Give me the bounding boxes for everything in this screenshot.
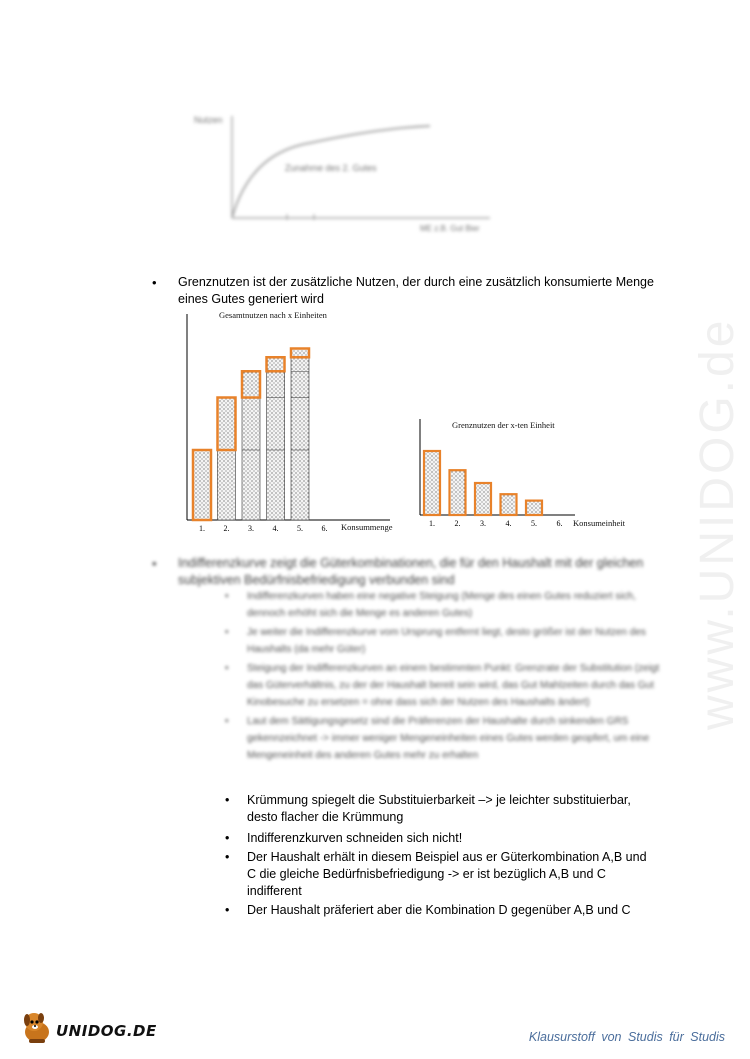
list-item <box>223 902 693 919</box>
x-tick-label: 6. <box>321 524 328 533</box>
list-item-text: Laut dem Sättigungsgesetz sind die Präferenzen der Haushalte durch sinkenden GRS gekennzeichnet -> immer weniger Mengeneinheiten eines Gutes werden geopfert, um eine Mengeneinheit des anderen Gutes mehr zu erhalten <box>247 716 650 761</box>
top-chart-curve-label: Zunahme des 2. Gutes <box>285 163 377 173</box>
x-tick-label: 3. <box>248 524 254 533</box>
list-item-text: C die gleiche Bedürfnisbefriedigung -> er ist bezüglich A,B und C <box>247 867 606 881</box>
total-utility-xlabel: Konsummenge <box>341 522 393 532</box>
marginal-utility-title: Grenznutzen der x-ten Einheit <box>452 420 555 430</box>
marginal-utility-bar <box>450 470 466 515</box>
bullet-2-line-1: Indifferenzkurve zeigt die Güterkombinationen, die für den Haushalt mit der gleichen <box>178 556 644 570</box>
bullet-2-line-2: subjektiven Bedürfnisbefriedigung verbunden sind <box>178 573 455 587</box>
top-utility-chart <box>190 108 510 243</box>
bullet-dot: • <box>152 275 157 290</box>
total-utility-bar <box>218 398 236 521</box>
blurred-sub-bullets <box>223 588 663 764</box>
list-item-text: Steigung der Indifferenzkurven an einem bestimmten Punkt: Grenzrate der Substitution (zeigt das Güterverhältnis, zu der der Haushalt bereit sein wird, das Gut Mahlzeiten durch das Gut Kinobesuche zu ersetzen = ohne dass sich der Nutzen des Haushalts ändert) <box>247 663 660 708</box>
clear-sub-bullets <box>223 792 693 919</box>
list-item-text: desto flacher die Krümmung <box>247 810 404 824</box>
bullet-dot: • <box>225 850 230 864</box>
logo-text: UNIDOG.DE <box>56 1022 157 1040</box>
marginal-utility-bar <box>475 483 491 515</box>
marginal-utility-xlabel: Konsumeinheit <box>573 518 625 528</box>
x-tick-label: 3. <box>480 519 486 528</box>
list-item-text: indifferent <box>247 884 302 898</box>
top-chart-xlabel: ME z.B. Gut Bier <box>420 224 480 233</box>
watermark: www.UNIDOG.de <box>691 317 744 730</box>
list-item <box>223 792 693 826</box>
marginal-utility-svg <box>415 415 665 535</box>
total-utility-title: Gesamtnutzen nach x Einheiten <box>219 310 327 320</box>
dog-mascot-icon <box>22 1010 54 1044</box>
total-utility-chart <box>175 308 405 540</box>
list-item-text: Krümmung spiegelt die Substituierbarkeit –> je leichter substituierbar, <box>247 793 631 807</box>
list-item-text: Der Haushalt erhält in diesem Beispiel aus er Güterkombination A,B und <box>247 850 647 864</box>
x-tick-label: 1. <box>429 519 435 528</box>
list-item <box>223 830 693 847</box>
unidog-logo <box>22 1010 157 1046</box>
marginal-utility-bar <box>424 451 440 515</box>
x-tick-label: 1. <box>199 524 205 533</box>
bullet-2-text <box>178 555 698 589</box>
bullet-dot: • <box>225 663 229 674</box>
x-tick-label: 2. <box>454 519 461 528</box>
bullet-dot: • <box>225 591 229 602</box>
marginal-utility-chart <box>415 415 665 535</box>
marginal-utility-bar <box>501 494 517 515</box>
list-item <box>223 588 663 622</box>
list-item <box>223 624 663 658</box>
top-chart-ylabel: Nutzen <box>194 115 223 125</box>
x-tick-label: 6. <box>556 519 563 528</box>
footer-tagline: Klausurstoff von Studis für Studis <box>528 1030 725 1044</box>
x-tick-label: 4. <box>272 524 279 533</box>
total-utility-bar <box>193 450 211 520</box>
list-item-text: Je weiter die Indifferenzkurve vom Ursprung entfernt liegt, desto größer ist der Nutzen des Haushalts (da mehr Güter) <box>247 627 646 655</box>
total-utility-bar <box>267 357 285 520</box>
list-item <box>223 660 663 711</box>
bullet-dot: • <box>225 831 230 845</box>
bullet-dot: • <box>225 903 230 917</box>
list-item-text: Indifferenzkurven schneiden sich nicht! <box>247 831 463 845</box>
list-item-text: Der Haushalt präferiert aber die Kombination D gegenüber A,B und C <box>247 903 631 917</box>
x-tick-label: 5. <box>531 519 537 528</box>
list-item <box>223 713 663 764</box>
bullet-dot: • <box>225 627 229 638</box>
bullet-dot: • <box>152 556 157 571</box>
total-utility-svg <box>175 308 405 540</box>
bullet-1-line-1: Grenznutzen ist der zusätzliche Nutzen, der durch eine zusätzlich konsumierte Menge <box>178 275 654 289</box>
bullet-dot: • <box>225 716 229 727</box>
x-tick-label: 4. <box>505 519 512 528</box>
bullet-1-line-2: eines Gutes generiert wird <box>178 292 324 306</box>
x-tick-label: 5. <box>297 524 303 533</box>
x-tick-label: 2. <box>223 524 230 533</box>
bullet-1-text <box>178 274 698 308</box>
total-utility-bar <box>242 371 260 520</box>
marginal-utility-bar <box>526 501 542 515</box>
list-item-text: Indifferenzkurven haben eine negative Steigung (Menge des einen Gutes reduziert sich, dennoch erhöht sich die Menge es anderen Gutes) <box>247 591 636 619</box>
bullet-dot: • <box>225 793 230 807</box>
list-item <box>223 849 693 900</box>
total-utility-bar <box>291 349 309 521</box>
